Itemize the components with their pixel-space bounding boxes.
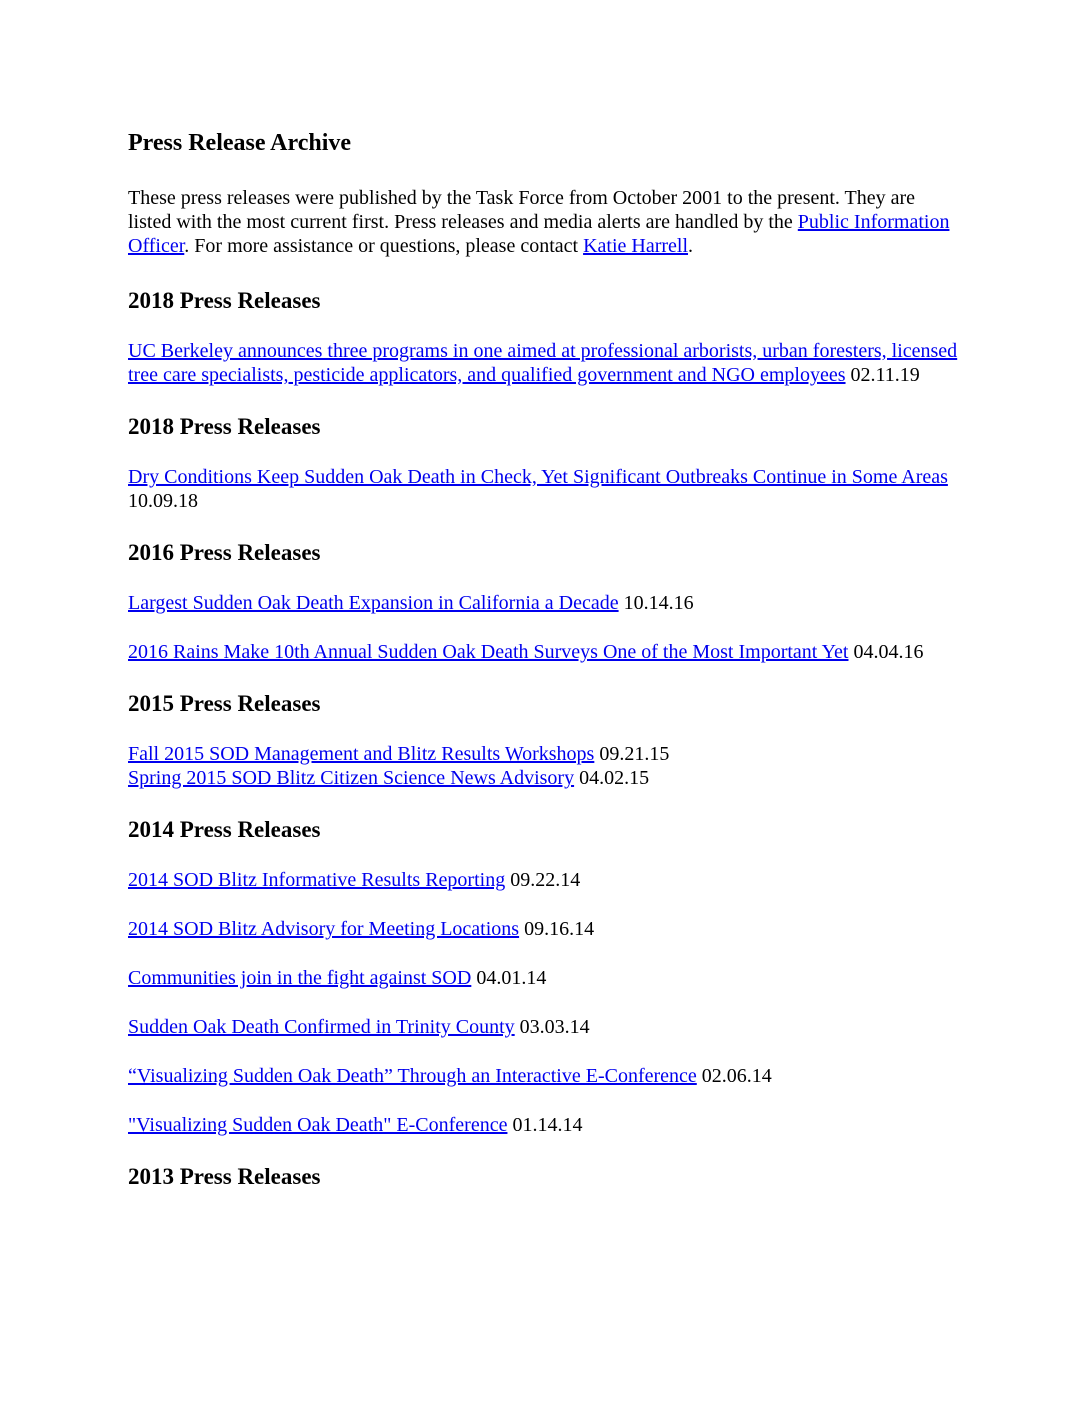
press-release-link[interactable]: Communities join in the fight against SOD [128, 967, 472, 989]
press-release-item [128, 1064, 958, 1088]
section-heading: 2015 Press Releases [128, 691, 321, 716]
press-release-item [128, 1015, 958, 1039]
press-release-item [128, 742, 958, 766]
release-date: 03.03.14 [519, 1016, 590, 1038]
press-release-item [128, 868, 958, 892]
press-release-link[interactable]: Fall 2015 SOD Management and Blitz Results Workshops [128, 743, 595, 765]
press-release-link[interactable]: Largest Sudden Oak Death Expansion in California a Decade [128, 592, 619, 614]
press-release-item [128, 917, 958, 941]
press-release-item [128, 339, 958, 387]
intro-paragraph [128, 186, 958, 258]
release-date: 09.16.14 [524, 918, 595, 940]
section-2018-a [128, 286, 958, 387]
public-information-officer-link[interactable]: Public Information Officer [128, 211, 950, 257]
press-release-item [128, 1113, 958, 1137]
section-2014 [128, 815, 958, 1137]
release-date: 09.22.14 [510, 869, 581, 891]
section-heading: 2014 Press Releases [128, 817, 321, 842]
press-release-link[interactable]: Dry Conditions Keep Sudden Oak Death in Check, Yet Significant Outbreaks Continue in Some Areas [128, 466, 948, 488]
intro-text: . [688, 235, 694, 257]
press-release-link[interactable]: 2016 Rains Make 10th Annual Sudden Oak Death Surveys One of the Most Important Yet [128, 641, 849, 663]
intro-text: These press releases were published by the Task Force from October 2001 to the present. They are listed with the most current first. Press releases and media alerts are handled by the [128, 187, 916, 233]
section-2018-b [128, 412, 958, 513]
press-release-link[interactable]: 2014 SOD Blitz Advisory for Meeting Locations [128, 918, 520, 940]
press-release-link[interactable]: Spring 2015 SOD Blitz Citizen Science News Advisory [128, 767, 575, 789]
press-release-link[interactable]: Sudden Oak Death Confirmed in Trinity County [128, 1016, 515, 1038]
press-release-item [128, 640, 958, 664]
section-heading: 2018 Press Releases [128, 288, 321, 313]
press-release-item [128, 766, 958, 790]
press-release-item [128, 591, 958, 615]
press-release-item [128, 966, 958, 990]
press-release-link[interactable]: 2014 SOD Blitz Informative Results Reporting [128, 869, 506, 891]
section-2016 [128, 538, 958, 664]
section-heading: 2016 Press Releases [128, 540, 321, 565]
release-date: 09.21.15 [599, 743, 670, 765]
release-date: 04.02.15 [579, 767, 650, 789]
press-release-link[interactable]: “Visualizing Sudden Oak Death” Through an Interactive E-Conference [128, 1065, 697, 1087]
release-date: 10.09.18 [128, 490, 198, 512]
section-heading: 2013 Press Releases [128, 1164, 321, 1189]
press-release-link[interactable]: "Visualizing Sudden Oak Death" E-Conference [128, 1114, 508, 1136]
press-release-link[interactable]: UC Berkeley announces three programs in one aimed at professional arborists, urban foresters, licensed tree care specialists, pesticide applicators, and qualified government and NGO employees [128, 340, 958, 386]
press-release-item [128, 465, 958, 513]
section-heading: 2018 Press Releases [128, 414, 321, 439]
page-title: Press Release Archive [128, 130, 352, 156]
release-date: 10.14.16 [623, 592, 694, 614]
katie-harrell-link[interactable]: Katie Harrell [583, 235, 689, 257]
intro-text: . For more assistance or questions, please contact [184, 235, 584, 257]
document-page [128, 126, 958, 1215]
section-2015 [128, 689, 958, 790]
section-2013 [128, 1162, 958, 1192]
release-date: 02.06.14 [701, 1065, 772, 1087]
release-date: 04.01.14 [476, 967, 547, 989]
release-date: 02.11.19 [850, 364, 920, 386]
release-date: 01.14.14 [512, 1114, 583, 1136]
release-date: 04.04.16 [853, 641, 924, 663]
